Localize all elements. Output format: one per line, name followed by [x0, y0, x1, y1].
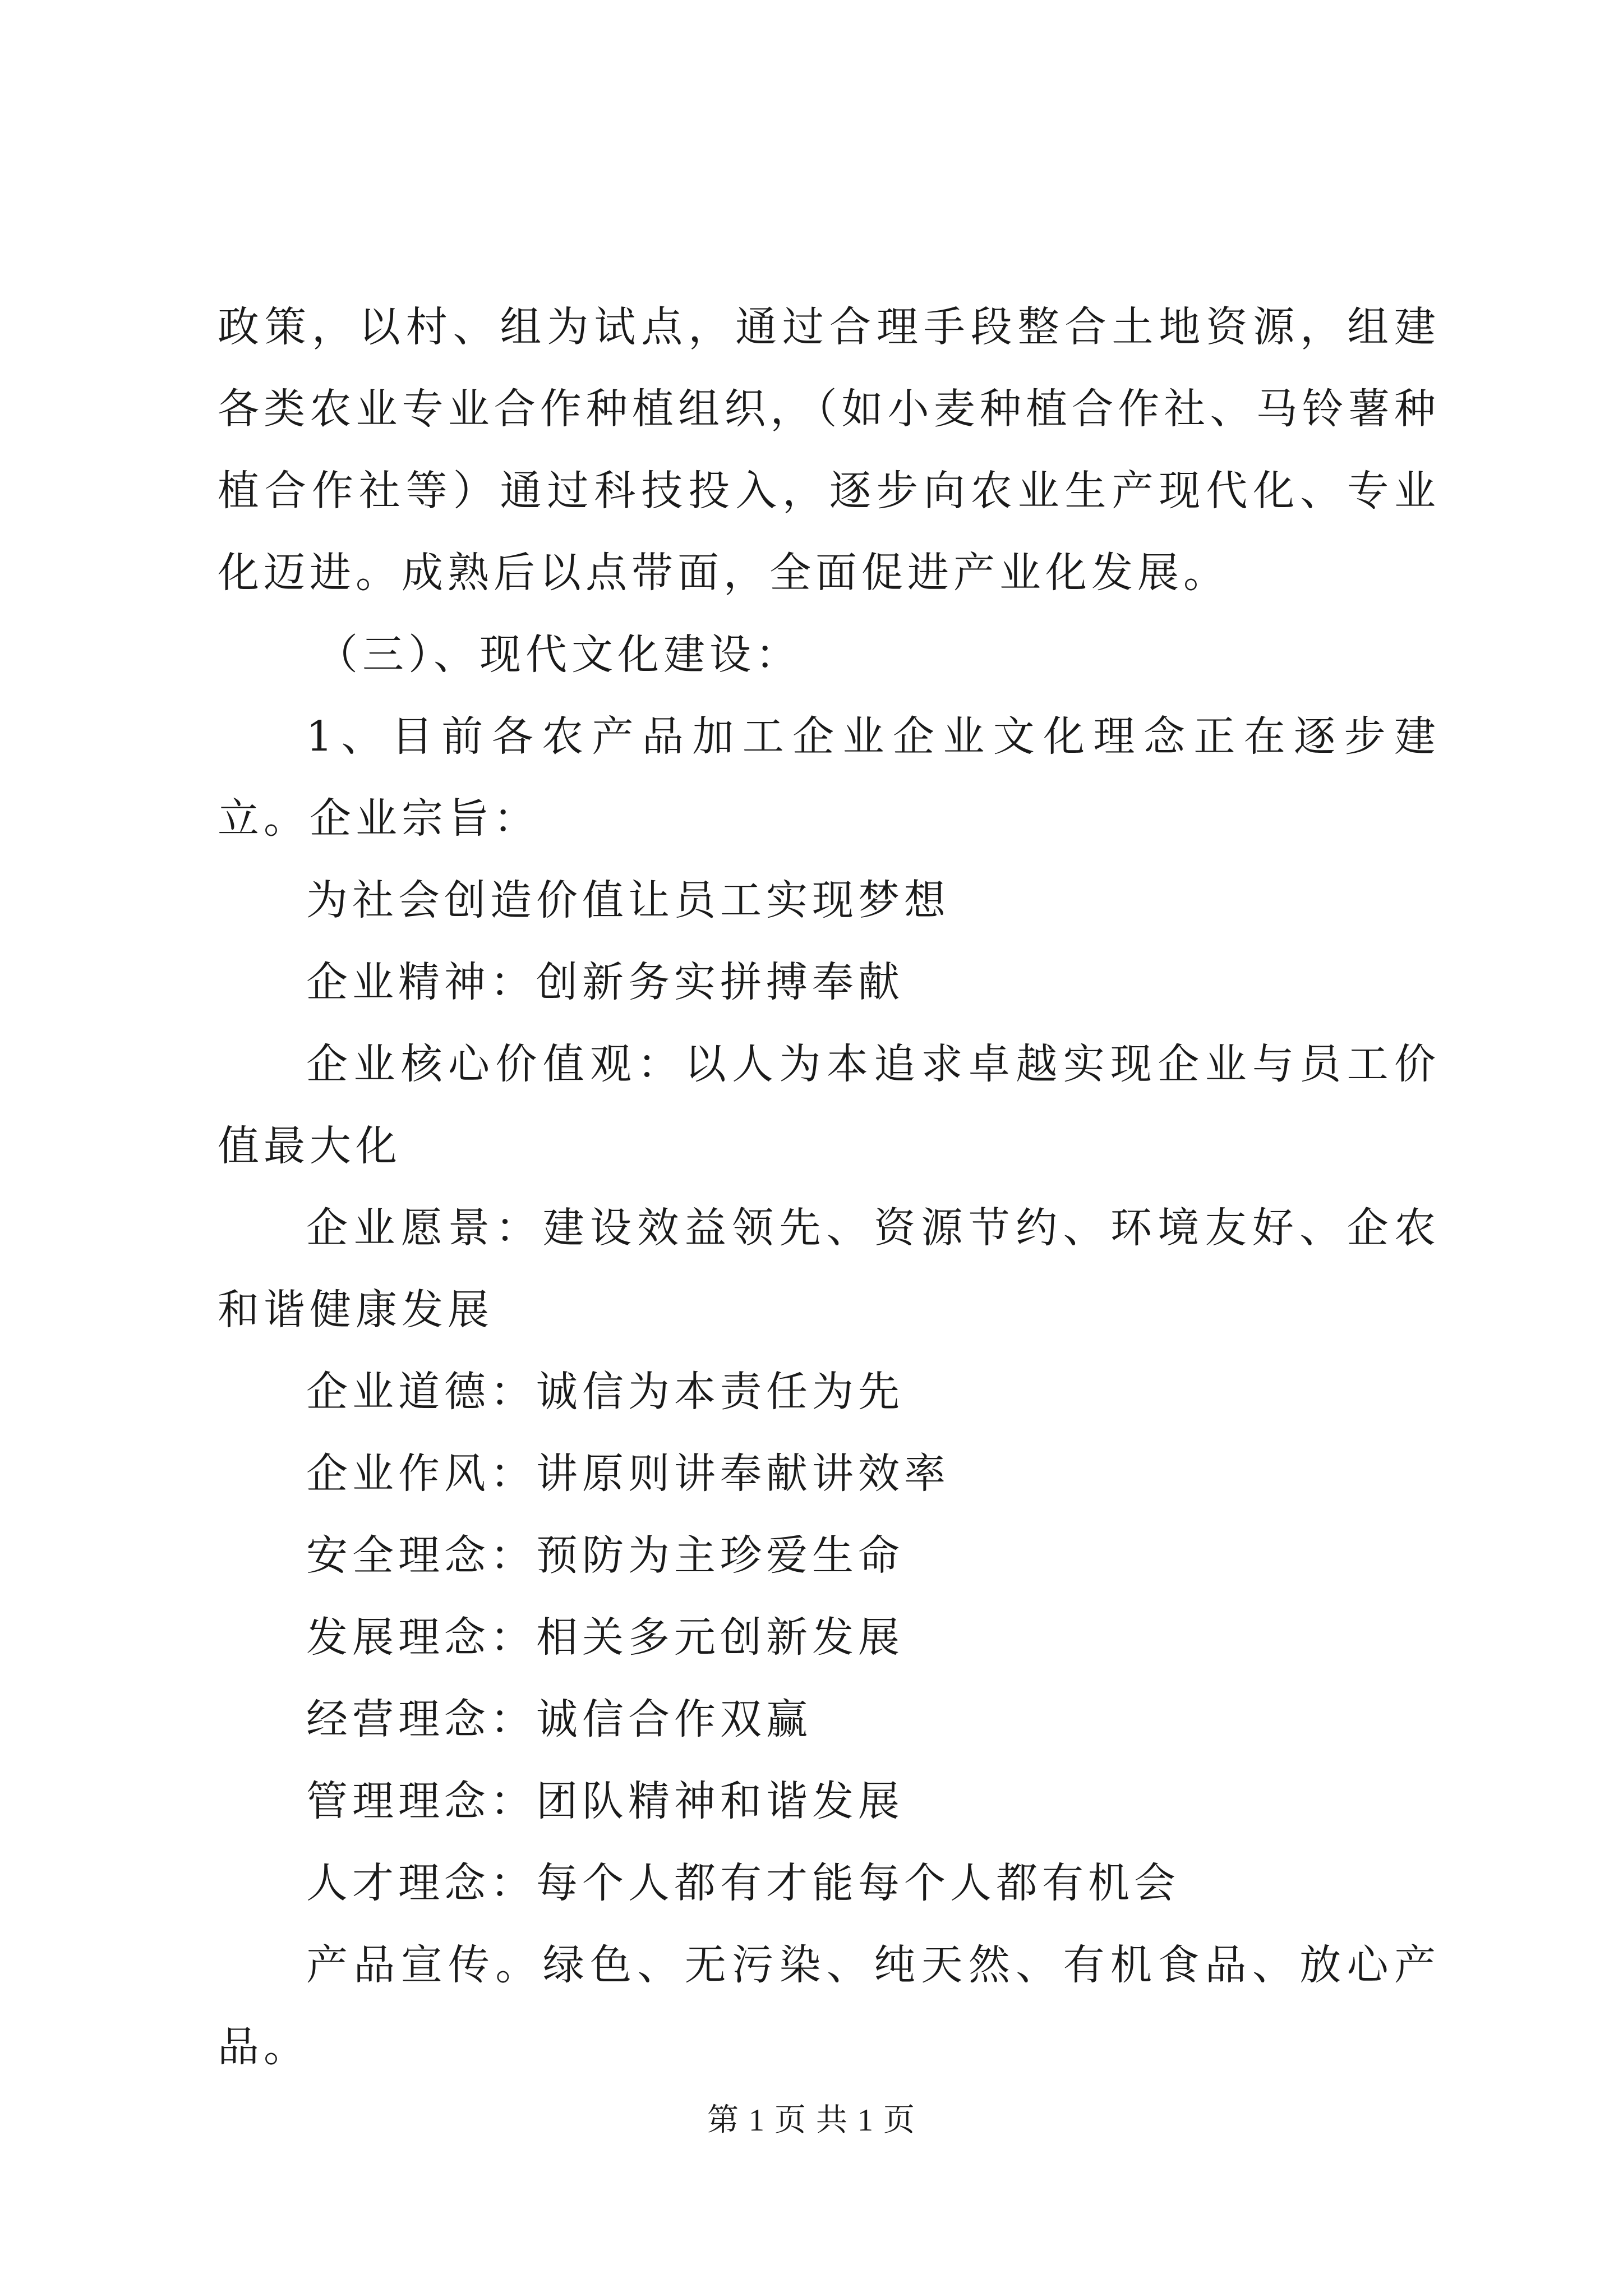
paragraph-enterprise-culture: 1、目前各农产品加工企业企业文化理念正在逐步建立。企业宗旨：	[218, 712, 1440, 843]
paragraph-enterprise-ethics: 企业道德：诚信为本责任为先	[306, 1368, 904, 1416]
paragraph-core-values: 企业核心价值观：以人为本追求卓越实现企业与员工价值最大化	[218, 1040, 1440, 1170]
paragraph-policy-pilot: 政策，以村、组为试点，通过合理手段整合土地资源，组建各类农业专业合作种植组织，（如小麦种植合作社、马铃薯种植合作社等）通过科技投入，逐步向农业生产现代化、专业化迈进。成熟后以点带面，全面促进产业化发展。	[218, 303, 1440, 597]
paragraph-talent-concept: 人才理念：每个人都有才能每个人都有机会	[306, 1859, 1180, 1907]
paragraph-safety-concept: 安全理念：预防为主珍爱生命	[306, 1531, 904, 1580]
section-heading-modern-culture: （三）、现代文化建设：	[316, 631, 801, 679]
paragraph-enterprise-vision: 企业愿景：建设效益领先、资源节约、环境友好、企农和谐健康发展	[218, 1204, 1440, 1334]
paragraph-management-concept: 管理理念：团队精神和谐发展	[306, 1777, 904, 1825]
paragraph-enterprise-purpose: 为社会创造价值让员工实现梦想	[306, 876, 950, 924]
paragraph-development-concept: 发展理念：相关多元创新发展	[306, 1613, 904, 1662]
paragraph-product-promotion: 产品宣传。绿色、无污染、纯天然、有机食品、放心产品。	[218, 1941, 1440, 2071]
paragraph-business-concept: 经营理念：诚信合作双赢	[306, 1695, 812, 1743]
paragraph-enterprise-style: 企业作风：讲原则讲奉献讲效率	[306, 1450, 950, 1498]
page-footer: 第 1 页 共 1 页	[707, 2103, 916, 2138]
paragraph-enterprise-spirit: 企业精神：创新务实拼搏奉献	[306, 958, 904, 1006]
document-body	[218, 286, 1440, 2088]
